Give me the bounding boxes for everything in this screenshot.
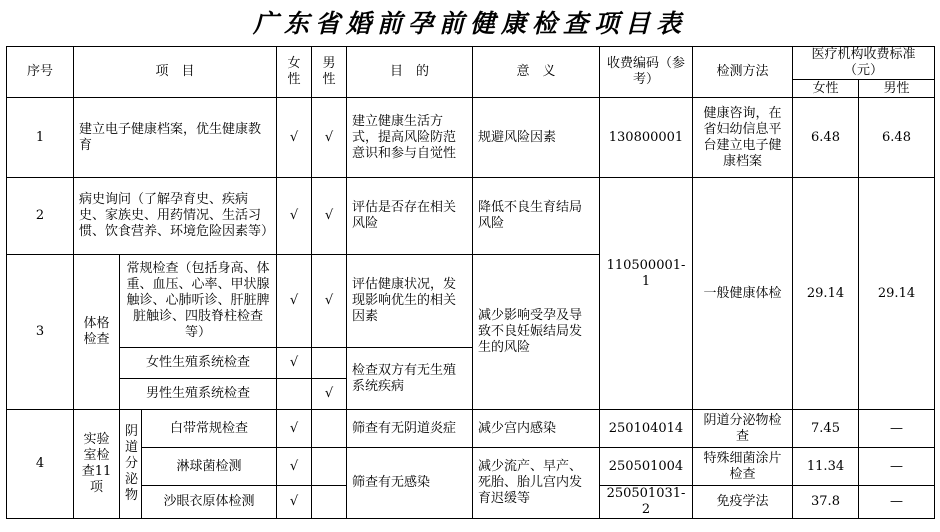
group-label: 体格检查 <box>74 255 120 410</box>
male-check: √ <box>312 255 347 348</box>
purpose-cell: 评估是否存在相关风险 <box>347 178 473 255</box>
method-cell: 阴道分泌物检查 <box>693 410 793 448</box>
male-check <box>312 348 347 379</box>
meaning-cell: 降低不良生育结局风险 <box>473 178 600 255</box>
table-row <box>7 178 935 255</box>
item-cell: 男性生殖系统检查 <box>120 379 277 410</box>
meaning-cell: 规避风险因素 <box>473 98 600 178</box>
item-cell: 常规检查（包括身高、体重、血压、心率、甲状腺触诊、心肺听诊、肝脏脾脏触诊、四肢脊柱检查等） <box>120 255 277 348</box>
female-check: √ <box>277 98 312 178</box>
header-method: 检测方法 <box>693 47 793 98</box>
item-cell: 淋球菌检测 <box>142 448 277 486</box>
fee-male-cell: 6.48 <box>859 98 935 178</box>
male-check: √ <box>312 178 347 255</box>
fee-female-cell: 37.8 <box>793 486 859 519</box>
female-check: √ <box>277 255 312 348</box>
seq-cell: 4 <box>7 410 74 519</box>
method-cell: 特殊细菌涂片检查 <box>693 448 793 486</box>
fee-female-cell: 7.45 <box>793 410 859 448</box>
female-check: √ <box>277 410 312 448</box>
fee-female-cell: 11.34 <box>793 448 859 486</box>
item-cell: 女性生殖系统检查 <box>120 348 277 379</box>
header-seq: 序号 <box>7 47 74 98</box>
fee-male-cell: — <box>859 486 935 519</box>
female-check: √ <box>277 486 312 519</box>
seq-cell: 1 <box>7 98 74 178</box>
meaning-cell: 减少流产、早产、死胎、胎儿宫内发育迟缓等 <box>473 448 600 519</box>
purpose-cell: 筛查有无阴道炎症 <box>347 410 473 448</box>
header-standard: 医疗机构收费标准（元） <box>793 47 935 80</box>
exam-table <box>6 46 935 519</box>
header-item: 项 目 <box>74 47 277 98</box>
fee-female-cell: 6.48 <box>793 98 859 178</box>
purpose-cell: 建立健康生活方式，提高风险防范意识和参与自觉性 <box>347 98 473 178</box>
header-purpose: 目 的 <box>347 47 473 98</box>
header-std-female: 女性 <box>793 80 859 98</box>
male-check <box>312 410 347 448</box>
subgroup-label: 阴道分泌物 <box>120 410 142 519</box>
fee-code-cell: 250104014 <box>600 410 693 448</box>
male-check: √ <box>312 379 347 410</box>
group-label: 实验室检查11项 <box>74 410 120 519</box>
male-check <box>312 448 347 486</box>
header-male: 男性 <box>312 47 347 98</box>
purpose-cell: 评估健康状况，发现影响优生的相关因素 <box>347 255 473 348</box>
item-cell: 白带常规检查 <box>142 410 277 448</box>
fee-code-cell: 250501004 <box>600 448 693 486</box>
fee-code-cell: 130800001 <box>600 98 693 178</box>
purpose-cell: 筛查有无感染 <box>347 448 473 519</box>
female-check: √ <box>277 448 312 486</box>
fee-female-cell: 29.14 <box>793 178 859 410</box>
method-cell: 一般健康体检 <box>693 178 793 410</box>
method-cell: 免疫学法 <box>693 486 793 519</box>
fee-male-cell: — <box>859 410 935 448</box>
item-cell: 建立电子健康档案，优生健康教育 <box>74 98 277 178</box>
fee-code-cell: 250501031-2 <box>600 486 693 519</box>
header-meaning: 意 义 <box>473 47 600 98</box>
female-check: √ <box>277 348 312 379</box>
table-row <box>7 98 935 178</box>
meaning-cell: 减少影响受孕及导致不良妊娠结局发生的风险 <box>473 255 600 410</box>
male-check: √ <box>312 98 347 178</box>
fee-male-cell: 29.14 <box>859 178 935 410</box>
item-cell: 沙眼衣原体检测 <box>142 486 277 519</box>
female-check: √ <box>277 178 312 255</box>
page-title: 广东省婚前孕前健康检查项目表 <box>252 9 687 38</box>
fee-male-cell: — <box>859 448 935 486</box>
header-female: 女性 <box>277 47 312 98</box>
header-std-male: 男性 <box>859 80 935 98</box>
table-row <box>7 448 935 486</box>
fee-code-cell: 110500001-1 <box>600 178 693 410</box>
purpose-cell: 检查双方有无生殖系统疾病 <box>347 348 473 410</box>
female-check <box>277 379 312 410</box>
seq-cell: 2 <box>7 178 74 255</box>
item-cell: 病史询问（了解孕育史、疾病史、家族史、用药情况、生活习惯、饮食营养、环境危险因素等） <box>74 178 277 255</box>
table-row <box>7 410 935 448</box>
male-check <box>312 486 347 519</box>
seq-cell: 3 <box>7 255 74 410</box>
meaning-cell: 减少宫内感染 <box>473 410 600 448</box>
method-cell: 健康咨询，在省妇幼信息平台建立电子健康档案 <box>693 98 793 178</box>
header-fee-code: 收费编码（参考） <box>600 47 693 98</box>
